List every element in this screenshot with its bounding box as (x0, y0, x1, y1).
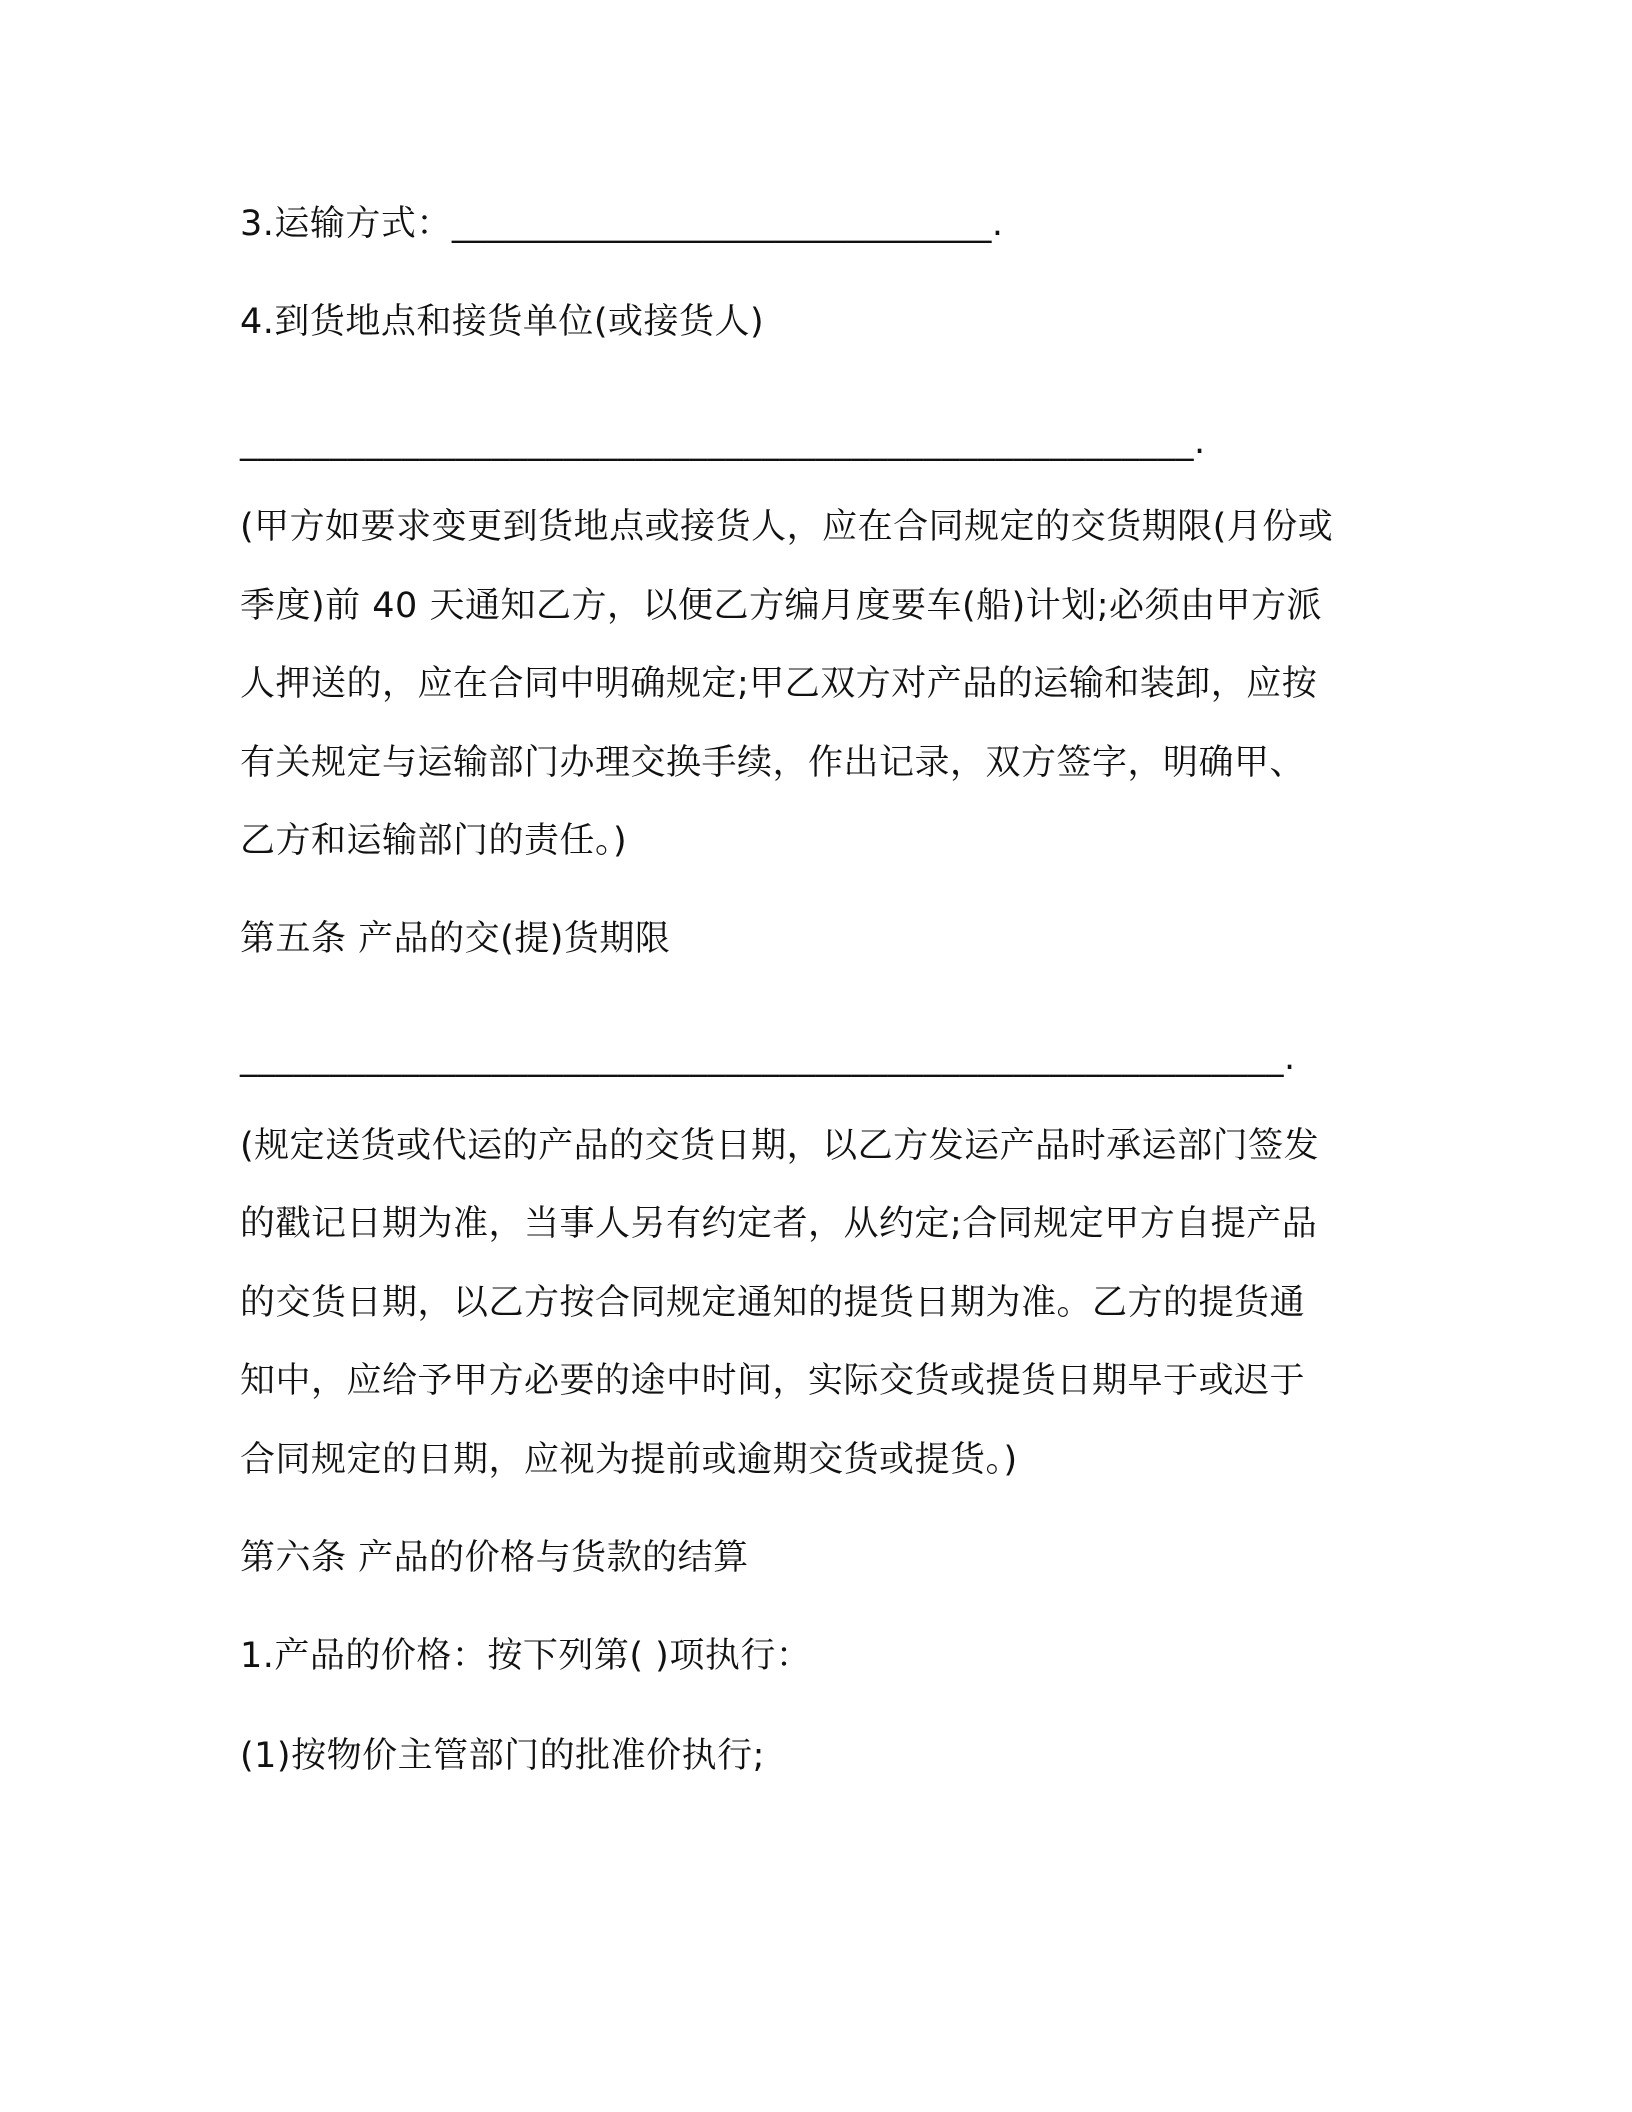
paragraph-line: 乙方和运输部门的责任。) (240, 821, 628, 861)
paragraph-line: 人押送的，应在合同中明确规定;甲乙双方对产品的运输和装卸，应按 (240, 664, 1318, 704)
delivery-location-heading: 4.到货地点和接货单位(或接货人) (240, 302, 765, 342)
delivery-period-blank: __________________________________________________________. (240, 1038, 1296, 1078)
price-option-one-line: (1)按物价主管部门的批准价执行; (240, 1736, 765, 1776)
paragraph-line: 季度)前 40 天通知乙方，以便乙方编月度要车(船)计划;必须由甲方派 (240, 586, 1323, 626)
delivery-location-blank: _____________________________________________________. (240, 422, 1206, 462)
paragraph-line: 合同规定的日期，应视为提前或逾期交货或提货。) (240, 1440, 1018, 1480)
paragraph-line: 的交货日期，以乙方按合同规定通知的提货日期为准。乙方的提货通 (240, 1283, 1306, 1323)
paragraph-line: 的戳记日期为准，当事人另有约定者，从约定;合同规定甲方自提产品 (240, 1204, 1318, 1244)
paragraph-line: (甲方如要求变更到货地点或接货人，应在合同规定的交货期限(月份或 (240, 507, 1334, 547)
paragraph-line: 有关规定与运输部门办理交换手续，作出记录，双方签字，明确甲、 (240, 743, 1306, 783)
article-five-heading: 第五条 产品的交(提)货期限 (240, 919, 671, 959)
article-six-heading: 第六条 产品的价格与货款的结算 (240, 1538, 749, 1578)
transport-method-line: 3.运输方式：______________________________. (240, 204, 1004, 244)
price-clause-line: 1.产品的价格：按下列第( )项执行： (240, 1636, 812, 1676)
paragraph-line: 知中，应给予甲方必要的途中时间，实际交货或提货日期早于或迟于 (240, 1361, 1306, 1401)
paragraph-line: (规定送货或代运的产品的交货日期，以乙方发运产品时承运部门签发 (240, 1126, 1320, 1166)
